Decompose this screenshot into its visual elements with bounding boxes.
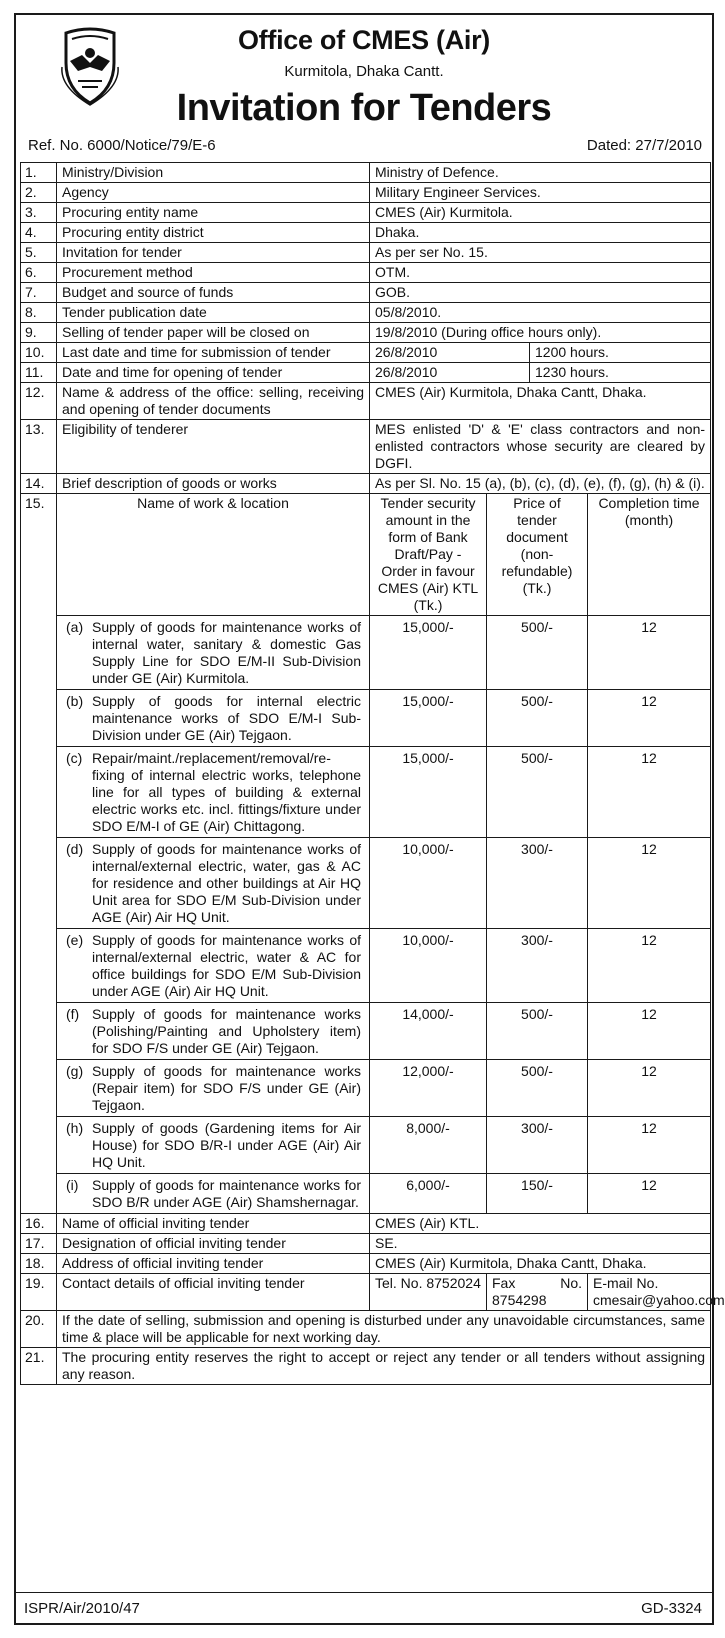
row-label: Tender publication date <box>57 303 370 323</box>
work-item-row <box>21 1174 711 1214</box>
row-label: Agency <box>57 183 370 203</box>
work-item-description: Supply of goods for maintenance works (Polishing/Painting and Upholstery item) for SDO F/S under GE (Air) Tejgaon. <box>92 1006 361 1056</box>
row-label: Budget and source of funds <box>57 283 370 303</box>
row-number: 13. <box>21 420 57 474</box>
row-label: Last date and time for submission of tender <box>57 343 370 363</box>
work-item-letter: (d) <box>66 841 84 857</box>
security-amount: 6,000/- <box>370 1174 487 1214</box>
row-number: 7. <box>21 283 57 303</box>
row-value: As per ser No. 15. <box>370 243 711 263</box>
works-name-header: Name of work & location <box>57 494 370 616</box>
row-value: 26/8/2010 <box>370 363 530 383</box>
document-price: 500/- <box>487 747 588 838</box>
work-item-body <box>62 841 364 926</box>
document-price: 300/- <box>487 1117 588 1174</box>
row-number: 21. <box>21 1348 57 1385</box>
work-item-row <box>21 838 711 929</box>
reference-number: Ref. No. 6000/Notice/79/E-6 <box>28 137 216 154</box>
work-item-body <box>62 619 364 687</box>
security-amount: 15,000/- <box>370 747 487 838</box>
work-item-body <box>62 750 364 835</box>
note-text: The procuring entity reserves the right to accept or reject any tender or all tenders without assigning any reason. <box>57 1348 711 1385</box>
completion-time: 12 <box>588 838 711 929</box>
row-number: 4. <box>21 223 57 243</box>
row-value: 19/8/2010 (During office hours only). <box>370 323 711 343</box>
row-number: 8. <box>21 303 57 323</box>
works-header-row <box>21 494 711 616</box>
row-number: 1. <box>21 163 57 183</box>
note-row <box>21 1348 711 1385</box>
work-item-letter: (f) <box>66 1006 80 1022</box>
table-row <box>21 420 711 474</box>
row-value: Military Engineer Services. <box>370 183 711 203</box>
table-row <box>21 1254 711 1274</box>
row-label: Procuring entity name <box>57 203 370 223</box>
work-item-row <box>21 1117 711 1174</box>
contact-row <box>21 1274 711 1311</box>
row-number: 2. <box>21 183 57 203</box>
row-number: 16. <box>21 1214 57 1234</box>
table-row <box>21 383 711 420</box>
work-item-description: Supply of goods for internal electric maintenance works of SDO E/M-I Sub-Division under GE (Air) Tejgaon. <box>92 693 361 743</box>
completion-time: 12 <box>588 616 711 690</box>
document-price: 500/- <box>487 1003 588 1060</box>
work-item-description: Supply of goods (Gardening items for Air House) for SDO B/R-I under AGE (Air) Air HQ Unit. <box>92 1120 361 1170</box>
work-item-description: Supply of goods for maintenance works of internal/external electric, water & AC for office buildings for SDO E/M Sub-Division under AGE (Air) Air HQ Unit. <box>92 932 361 999</box>
work-item <box>57 1174 370 1214</box>
table-row <box>21 243 711 263</box>
row-number: 6. <box>21 263 57 283</box>
work-item <box>57 838 370 929</box>
gd-code: GD-3324 <box>641 1600 702 1617</box>
row-number: 3. <box>21 203 57 223</box>
row-number: 17. <box>21 1234 57 1254</box>
row-time: 1200 hours. <box>530 343 711 363</box>
table-row <box>21 283 711 303</box>
row-value: Dhaka. <box>370 223 711 243</box>
security-amount: 8,000/- <box>370 1117 487 1174</box>
row-label: Procurement method <box>57 263 370 283</box>
security-amount: 10,000/- <box>370 838 487 929</box>
completion-time: 12 <box>588 1060 711 1117</box>
contact-fax: Fax No. 8754298 <box>487 1274 588 1311</box>
notice-header <box>16 15 712 154</box>
work-item <box>57 690 370 747</box>
work-item-letter: (a) <box>66 619 84 635</box>
row-label: Eligibility of tenderer <box>57 420 370 474</box>
row-number: 5. <box>21 243 57 263</box>
row-label: Name of official inviting tender <box>57 1214 370 1234</box>
price-header: Price of tender document (non-refundable) (Tk.) <box>487 494 588 616</box>
document-price: 500/- <box>487 616 588 690</box>
row-label: Designation of official inviting tender <box>57 1234 370 1254</box>
row-number: 11. <box>21 363 57 383</box>
table-row <box>21 163 711 183</box>
work-item-body <box>62 1120 364 1171</box>
work-item-description: Supply of goods for maintenance works of internal water, sanitary & domestic Gas Supply Line for SDO E/M-II Sub-Division under GE (Air) Kurmitola. <box>92 619 361 686</box>
work-item-letter: (b) <box>66 693 84 709</box>
work-item <box>57 929 370 1003</box>
row-value: Ministry of Defence. <box>370 163 711 183</box>
row-label: Date and time for opening of tender <box>57 363 370 383</box>
table-row <box>21 1234 711 1254</box>
footer-divider <box>16 1592 712 1593</box>
row-value: CMES (Air) KTL. <box>370 1214 711 1234</box>
table-row <box>21 183 711 203</box>
work-item-description: Supply of goods for maintenance works (Repair item) for SDO F/S under GE (Air) Tejgaon. <box>92 1063 361 1113</box>
completion-time: 12 <box>588 1117 711 1174</box>
table-row <box>21 223 711 243</box>
row-label: Name & address of the office: selling, receiving and opening of tender documents <box>57 383 370 420</box>
work-item-description: Repair/maint./replacement/removal/re-fixing of internal electric works, telephone line for all types of building & external electric works etc. incl. fittings/fixture under SDO E/M-I of GE (Air) Chittagong. <box>92 750 361 834</box>
table-row <box>21 323 711 343</box>
completion-time: 12 <box>588 747 711 838</box>
work-item <box>57 747 370 838</box>
work-item-row <box>21 690 711 747</box>
completion-time: 12 <box>588 690 711 747</box>
document-price: 300/- <box>487 929 588 1003</box>
row-label: Brief description of goods or works <box>57 474 370 494</box>
row-time: 1230 hours. <box>530 363 711 383</box>
work-item-letter: (g) <box>66 1063 84 1079</box>
note-row <box>21 1311 711 1348</box>
row-number: 12. <box>21 383 57 420</box>
work-item-body <box>62 1177 364 1211</box>
row-value: MES enlisted 'D' & 'E' class contractors and non-enlisted contractors whose security are cleared by DGFI. <box>370 420 711 474</box>
row-value: 05/8/2010. <box>370 303 711 323</box>
row-value: As per Sl. No. 15 (a), (b), (c), (d), (e), (f), (g), (h) & (i). <box>370 474 711 494</box>
document-price: 300/- <box>487 838 588 929</box>
row-value: CMES (Air) Kurmitola. <box>370 203 711 223</box>
contact-tel: Tel. No. 8752024 <box>370 1274 487 1311</box>
row-label: Selling of tender paper will be closed on <box>57 323 370 343</box>
row-number: 10. <box>21 343 57 363</box>
table-row <box>21 303 711 323</box>
completion-header: Completion time (month) <box>588 494 711 616</box>
row-label: Contact details of official inviting tender <box>57 1274 370 1311</box>
row-number: 9. <box>21 323 57 343</box>
work-item-row <box>21 1003 711 1060</box>
row-number: 19. <box>21 1274 57 1311</box>
document-price: 500/- <box>487 1060 588 1117</box>
ispr-code: ISPR/Air/2010/47 <box>24 1600 140 1617</box>
office-name: Office of CMES (Air) <box>237 25 490 55</box>
document-price: 150/- <box>487 1174 588 1214</box>
row-label: Invitation for tender <box>57 243 370 263</box>
tender-notice <box>14 13 725 1625</box>
work-item <box>57 1060 370 1117</box>
work-item-letter: (c) <box>66 750 83 766</box>
security-amount: 12,000/- <box>370 1060 487 1117</box>
table-row <box>21 474 711 494</box>
work-item-letter: (e) <box>66 932 84 948</box>
security-amount: 14,000/- <box>370 1003 487 1060</box>
security-header: Tender security amount in the form of Bank Draft/Pay - Order in favour CMES (Air) KTL (Tk.) <box>370 494 487 616</box>
work-item-body <box>62 693 364 744</box>
notice-date: Dated: 27/7/2010 <box>586 137 702 154</box>
table-row <box>21 343 711 363</box>
work-item-row <box>21 747 711 838</box>
work-item-row <box>21 929 711 1003</box>
work-item-body <box>62 1006 364 1057</box>
table-row <box>21 263 711 283</box>
row-number: 18. <box>21 1254 57 1274</box>
row-number: 15. <box>21 494 57 1214</box>
work-item-letter: (i) <box>66 1177 79 1193</box>
completion-time: 12 <box>588 929 711 1003</box>
row-label: Procuring entity district <box>57 223 370 243</box>
work-item-body <box>62 932 364 1000</box>
security-amount: 10,000/- <box>370 929 487 1003</box>
work-item <box>57 1117 370 1174</box>
row-number: 14. <box>21 474 57 494</box>
document-price: 500/- <box>487 690 588 747</box>
security-amount: 15,000/- <box>370 690 487 747</box>
row-value: CMES (Air) Kurmitola, Dhaka Cantt, Dhaka. <box>370 383 711 420</box>
security-amount: 15,000/- <box>370 616 487 690</box>
work-item-body <box>62 1063 364 1114</box>
row-value: 26/8/2010 <box>370 343 530 363</box>
contact-email: E-mail No. cmesair@yahoo.com <box>588 1274 711 1311</box>
row-number: 20. <box>21 1311 57 1348</box>
work-item <box>57 1003 370 1060</box>
note-text: If the date of selling, submission and opening is disturbed under any unavoidable circumstances, same time & place will be applicable for next working day. <box>57 1311 711 1348</box>
completion-time: 12 <box>588 1174 711 1214</box>
completion-time: 12 <box>588 1003 711 1060</box>
row-value: GOB. <box>370 283 711 303</box>
row-label: Address of official inviting tender <box>57 1254 370 1274</box>
row-value: CMES (Air) Kurmitola, Dhaka Cantt, Dhaka. <box>370 1254 711 1274</box>
work-item-description: Supply of goods for maintenance works for SDO B/R under AGE (Air) Shamshernagar. <box>92 1177 361 1210</box>
work-item <box>57 616 370 690</box>
row-value: SE. <box>370 1234 711 1254</box>
work-item-row <box>21 1060 711 1117</box>
row-label: Ministry/Division <box>57 163 370 183</box>
work-item-description: Supply of goods for maintenance works of internal/external electric, water, gas & AC for residence and other buildings at Air HQ Unit area for SDO E/M Sub-Division under AGE (Air) Air HQ Unit. <box>92 841 361 925</box>
table-row <box>21 203 711 223</box>
tender-table <box>20 162 725 1385</box>
work-item-letter: (h) <box>66 1120 84 1136</box>
office-address: Kurmitola, Dhaka Cantt. <box>284 63 444 80</box>
table-row <box>21 363 711 383</box>
row-value: OTM. <box>370 263 711 283</box>
notice-title: Invitation for Tenders <box>176 87 552 129</box>
table-row <box>21 1214 711 1234</box>
work-item-row <box>21 616 711 690</box>
